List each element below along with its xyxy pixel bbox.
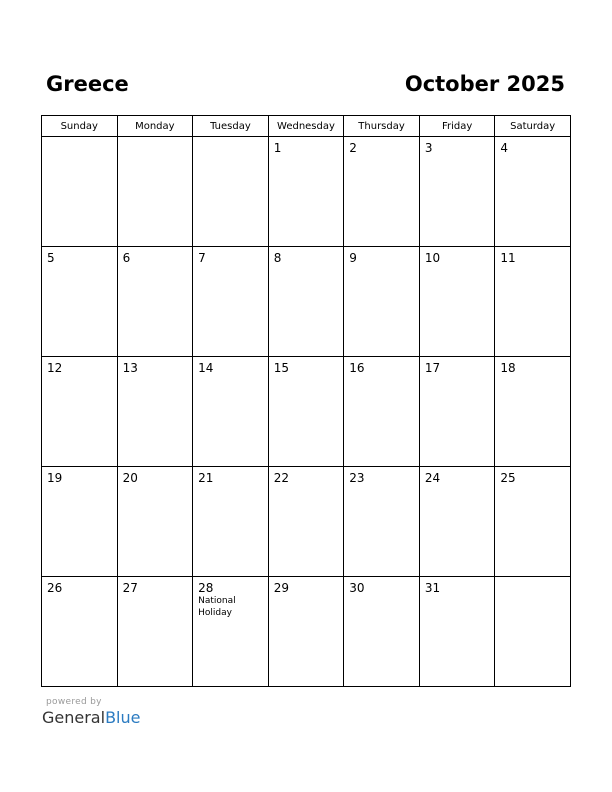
calendar-day-cell (42, 137, 118, 247)
day-number: 2 (349, 141, 357, 155)
holiday-label: National Holiday (198, 596, 236, 618)
calendar-day-cell (193, 247, 269, 357)
logo-blue-text: Blue (105, 708, 141, 727)
weekday-header-row (42, 116, 571, 137)
day-number (193, 137, 268, 141)
day-number: 7 (198, 251, 206, 265)
day-number: 3 (424, 141, 433, 155)
calendar-day-cell (495, 577, 571, 687)
calendar-day-cell (193, 577, 269, 687)
day-number: 31 (424, 581, 441, 595)
calendar-day-cell (344, 357, 420, 467)
day-number: 15 (273, 361, 289, 375)
logo-general-text: General (42, 708, 106, 727)
calendar-day-cell (268, 247, 344, 357)
calendar-day-cell (344, 577, 420, 687)
calendar-day-cell (419, 357, 495, 467)
calendar-day-cell (42, 357, 118, 467)
month-year-title: October 2025 (404, 72, 565, 96)
calendar-day-cell (193, 357, 269, 467)
day-number: 5 (47, 251, 55, 265)
day-number: 14 (198, 361, 214, 375)
calendar-week-row (42, 247, 571, 357)
calendar-day-cell (495, 247, 571, 357)
calendar-day-cell (495, 467, 571, 577)
day-number: 13 (122, 361, 138, 375)
day-number: 25 (500, 471, 516, 485)
calendar-week-row (42, 137, 571, 247)
day-number (495, 577, 570, 581)
calendar-day-cell (42, 247, 118, 357)
day-number: 26 (47, 581, 63, 595)
day-number: 20 (122, 471, 138, 485)
calendar-day-cell (117, 577, 193, 687)
calendar-day-cell (268, 357, 344, 467)
calendar-day-cell (419, 577, 495, 687)
day-number: 21 (198, 471, 214, 485)
powered-by-label: powered by (46, 697, 102, 707)
calendar-day-cell (495, 357, 571, 467)
day-number: 16 (349, 361, 365, 375)
calendar-day-cell (495, 137, 571, 247)
day-number: 29 (273, 581, 289, 595)
weekday-header: Sunday (42, 116, 118, 137)
day-number: 1 (273, 141, 282, 155)
day-number: 10 (424, 251, 441, 265)
weekday-header: Monday (117, 116, 193, 137)
day-number: 22 (273, 471, 289, 485)
calendar-week-row (42, 357, 571, 467)
calendar-day-cell (419, 247, 495, 357)
day-number: 19 (47, 471, 63, 485)
day-number: 9 (349, 251, 357, 265)
calendar-day-cell (117, 137, 193, 247)
day-number: 8 (273, 251, 282, 265)
calendar-week-row (42, 467, 571, 577)
calendar-day-cell (419, 137, 495, 247)
day-number: 28 (198, 581, 214, 595)
calendar-day-cell (193, 137, 269, 247)
day-number: 24 (424, 471, 441, 485)
calendar-day-cell (419, 467, 495, 577)
calendar-day-cell (117, 247, 193, 357)
day-number: 12 (47, 361, 63, 375)
calendar-week-row (42, 577, 571, 687)
calendar-day-cell (344, 137, 420, 247)
weekday-header: Friday (419, 116, 495, 137)
weekday-header: Tuesday (193, 116, 269, 137)
day-number: 17 (424, 361, 441, 375)
calendar-day-cell (117, 467, 193, 577)
country-title: Greece (46, 72, 129, 96)
calendar-day-cell (42, 467, 118, 577)
calendar-day-cell (193, 467, 269, 577)
generalblue-logo (42, 708, 140, 728)
day-number (42, 137, 117, 141)
day-number: 18 (500, 361, 516, 375)
weekday-header: Wednesday (268, 116, 344, 137)
day-number: 27 (122, 581, 138, 595)
day-number: 6 (122, 251, 131, 265)
day-number: 4 (500, 141, 509, 155)
calendar-day-cell (268, 467, 344, 577)
day-number: 23 (349, 471, 365, 485)
day-number: 11 (500, 251, 516, 265)
calendar-day-cell (117, 357, 193, 467)
calendar-day-cell (344, 247, 420, 357)
calendar-day-cell (268, 577, 344, 687)
day-number: 30 (349, 581, 365, 595)
weekday-header: Saturday (495, 116, 571, 137)
calendar-day-cell (344, 467, 420, 577)
day-number (118, 137, 193, 141)
calendar-grid (41, 115, 571, 687)
calendar-day-cell (42, 577, 118, 687)
weekday-header: Thursday (344, 116, 420, 137)
calendar-day-cell (268, 137, 344, 247)
